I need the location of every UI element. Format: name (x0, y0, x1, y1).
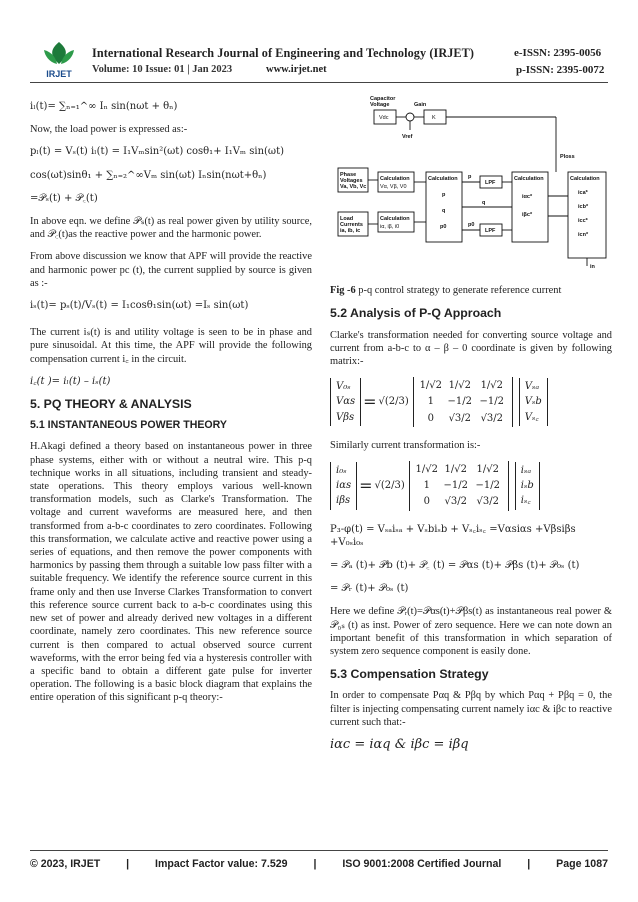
svg-text:p0: p0 (440, 224, 447, 230)
section-heading: 5. PQ THEORY & ANALYSIS (30, 397, 192, 412)
svg-text:Calculation: Calculation (380, 176, 410, 182)
svg-text:Load: Load (340, 216, 354, 222)
svg-text:p: p (468, 174, 472, 180)
equation-power-sum: = 𝒫ₐ (t)+ 𝒫b (t)+ 𝒫꜀ (t) = 𝒫αs (t)+ 𝒫βs (t)+ 𝒫₀ₛ (t) (330, 560, 580, 572)
paragraph: Similarly current transformation is:- (330, 439, 481, 451)
svg-text:ica*: ica* (578, 190, 588, 196)
current-matrix: i₀ₛ iαs iβs = √(2/3) 1/√2 1/√2 1/√2 1 −1/2 −1/2 0 √3/2 √3/2 iₛₐ iₛb iₛ꜀ (330, 461, 612, 511)
page-header (0, 0, 638, 84)
figure-caption: Fig -6 p-q control strategy to generate reference current (330, 285, 562, 297)
svg-text:Calculation: Calculation (380, 216, 410, 222)
svg-text:K: K (432, 115, 436, 121)
subsection-heading: 5.2 Analysis of P-Q Approach (330, 306, 502, 321)
paragraph: In above eqn. we define 𝒫ₛ(t) as real power given by utility source, and 𝒫꜀(t)as the reactive power and the harmonic power. (30, 216, 312, 241)
page-number: Page 1087 (556, 858, 608, 870)
svg-text:icn*: icn* (578, 232, 589, 238)
subsection-heading: 5.3 Compensation Strategy (330, 667, 489, 682)
svg-text:q: q (482, 200, 486, 206)
svg-text:q: q (442, 208, 446, 214)
paragraph: Here we define 𝒫ᵣ(t)=𝒫αs(t)+𝒫βs(t) as instantaneous real power & 𝒫₀ₛ (t) as inst. Power of zero sequence. Here we can note down an important benefit of this transformation in which separation of system zero sequence component is easily done. (330, 606, 612, 658)
svg-text:IRJET: IRJET (46, 69, 72, 79)
page-footer: © 2023, IRJET | Impact Factor value: 7.529 | ISO 9001:2008 Certified Journal | Page 1087 (30, 858, 608, 870)
irjet-logo (36, 40, 82, 80)
equation-load-power-3: =𝒫ₛ(t) + 𝒫꜀(t) (30, 192, 98, 204)
svg-text:Vα, Vβ, V0: Vα, Vβ, V0 (380, 184, 407, 190)
equation-power-real: = 𝒫ᵣ (t)+ 𝒫₀ₛ (t) (330, 583, 409, 595)
right-column (330, 92, 612, 761)
svg-text:Voltage: Voltage (370, 102, 390, 108)
journal-title: International Research Journal of Engineering and Technology (IRJET) (92, 46, 475, 60)
website-link[interactable]: www.irjet.net (266, 64, 327, 75)
label-capacitor-voltage: Capacitor (370, 96, 396, 102)
equation-compensation-current: i꜀(t )= iₗ(t) – iₛ(t) (30, 375, 111, 387)
svg-text:Calculation: Calculation (514, 176, 544, 182)
svg-text:Ploss: Ploss (560, 154, 575, 160)
equation-load-power-2: cos(ωt)sinθ₁ + ∑ₙ₌₂^∞Vₘ sin(ωt) Iₙsin(nωt+θₙ) (30, 169, 267, 181)
svg-text:in: in (590, 264, 595, 270)
svg-text:ia, ib, ic: ia, ib, ic (340, 228, 361, 234)
footer-rule (30, 850, 608, 851)
svg-text:LPF: LPF (485, 180, 496, 186)
svg-text:Calculation: Calculation (428, 176, 458, 182)
svg-text:iαc*: iαc* (522, 194, 533, 200)
left-column (30, 100, 312, 714)
paragraph: The current iₛ(t) is and utility voltage is seen to be in phase and pure sinusoidal. At this time, the APF will provide the following compensation current i꜀ in the circuit. (30, 327, 312, 365)
matrix-coefficients: 1/√2 1/√2 1/√2 1 −1/2 −1/2 0 √3/2 √3/2 (409, 461, 509, 511)
impact-factor: Impact Factor value: 7.529 (155, 858, 288, 870)
svg-text:p0: p0 (468, 222, 475, 228)
svg-text:iβc*: iβc* (522, 212, 533, 218)
matrix-rhs: iₛₐ iₛb iₛ꜀ (515, 462, 540, 510)
matrix-lhs: V₀ₛ Vαs Vβs (330, 378, 361, 426)
p-issn: p-ISSN: 2395-0072 (516, 64, 605, 76)
svg-text:Voltages: Voltages (340, 178, 363, 184)
equation-load-current: iₗ(t)= ∑ₙ₌₁^∞ Iₙ sin(nωt + θₙ) (30, 101, 178, 112)
matrix-lhs: i₀ₛ iαs iβs (330, 462, 357, 510)
paragraph: In order to compensate Pαq & Pβq by which Pαq + Pβq = 0, the filter is injecting compensating current namely iαc & iβc to reactive current such that:- (330, 690, 612, 728)
svg-text:Vref: Vref (402, 134, 413, 140)
equation-three-phase-power: P₃-φ(t) = Vₛₐiₛₐ + Vₛbiₛb + Vₛ꜀iₛ꜀ =Vαsiαs +Vβsiβs +V₀ₛi₀ₛ (330, 523, 576, 548)
paragraph: H.Akagi defined a theory based on instantaneous power in three phase systems, either with or without a neutral wire. This p-q technique works in all situations, including transient and steady-state operations. This theory employs various well-known transformation models, such as Clarke's Transformation. The voltage and current waveforms are measured here, and then transformed from a-b-c coordinates to zero coordinates. Following this transformation, we calculate active and reactive power using a series of equations, and then remove the power components with harmonics by passing them through a suitable low pass filter with a suitable frequency. We identify the reference source current in this frame only and then use Inverse Clarkes Transformation to convert this reference source current back to a-b-c coordinates using this new set of power and already derived new voltages in a different coordinate, namely zero coordinates. This new reference source current is then compared to actual observed source current waveforms, with the error being fed via a hysteresis controller with a specific band to obtain a different gate pulse for inverter operation. The following is a basic block diagram that explains the entire operation of this significant p-q theory:- (30, 441, 312, 704)
svg-text:iα, iβ, i0: iα, iβ, i0 (380, 224, 400, 230)
equation-load-power-1: pₗ(t) = Vₛ(t) iₗ(t) = I₁Vₘsin²(ωt) cosθ₁+ I₁Vₘ sin(ωt) (30, 146, 284, 158)
svg-text:Va, Vb, Vc: Va, Vb, Vc (340, 184, 367, 190)
svg-text:Currents: Currents (340, 222, 363, 228)
svg-text:Vdc: Vdc (379, 115, 389, 121)
matrix-coefficients: 1/√2 1/√2 1/√2 1 −1/2 −1/2 0 √3/2 √3/2 (413, 377, 513, 427)
header-rule (30, 82, 608, 83)
subsection-heading: 5.1 INSTANTANEOUS POWER THEORY (30, 419, 227, 432)
paragraph: Clarke's transformation needed for converting source voltage and current from a-b-c to α – β – 0 coordinate is given by following matrix:- (330, 329, 612, 368)
e-issn: e-ISSN: 2395-0056 (514, 47, 602, 59)
equation-source-current: iₛ(t)= pₛ(t)/Vₛ(t) = I₁cosθ₁sin(ωt) =Iₛ sin(ωt) (30, 300, 249, 312)
copyright: © 2023, IRJET (30, 858, 101, 870)
volume-issue: Volume: 10 Issue: 01 | Jan 2023 (92, 64, 233, 75)
svg-text:Calculation: Calculation (570, 176, 600, 182)
iso-cert: ISO 9001:2008 Certified Journal (342, 858, 502, 870)
equation-compensation: iαc = iαq & iβc = iβq (330, 737, 469, 753)
svg-text:icc*: icc* (578, 218, 588, 224)
svg-text:p: p (442, 192, 446, 198)
svg-text:Gain: Gain (414, 102, 427, 108)
pq-block-diagram (330, 92, 612, 270)
voltage-matrix: V₀ₛ Vαs Vβs = √(2/3) 1/√2 1/√2 1/√2 1 −1/2 −1/2 0 √3/2 √3/2 Vₛₐ Vₛb Vₛ꜀ (330, 377, 612, 427)
matrix-rhs: Vₛₐ Vₛb Vₛ꜀ (519, 378, 548, 426)
svg-text:Phase: Phase (340, 172, 357, 178)
paragraph: Now, the load power is expressed as:- (30, 124, 188, 136)
svg-text:icb*: icb* (578, 204, 589, 210)
paragraph: From above discussion we know that APF will provide the reactive and harmonic power pc (t), the current supplied by source is given as :- (30, 251, 312, 289)
svg-text:LPF: LPF (485, 228, 496, 234)
